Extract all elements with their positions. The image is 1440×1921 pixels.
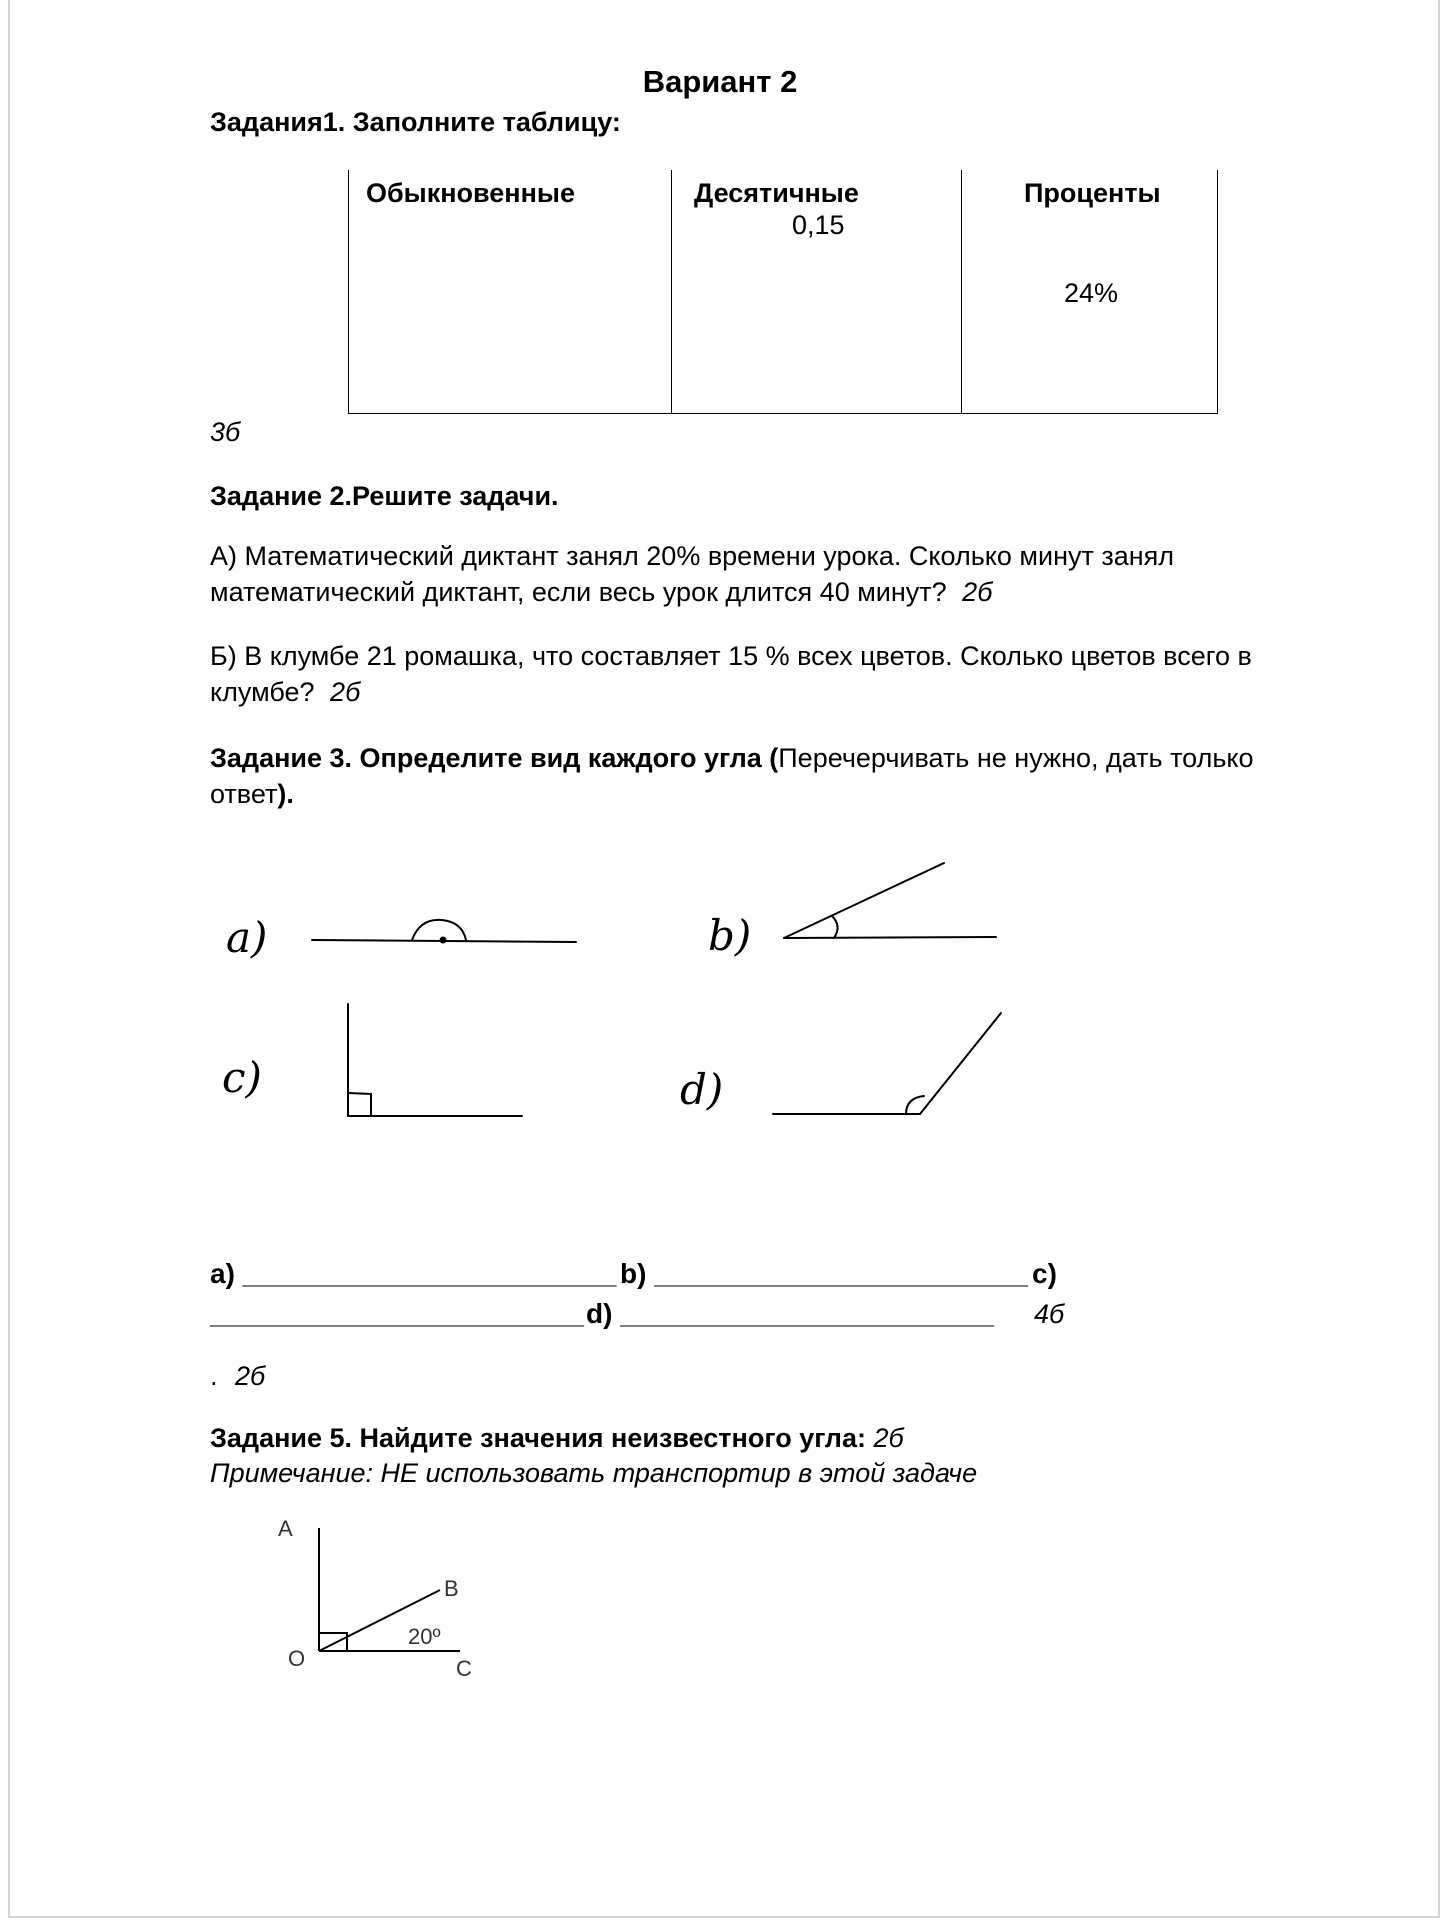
task4-points: 2б [235,1361,266,1391]
table-cell-percent-value: 24% [1064,278,1119,308]
point-label-B: B [444,1576,459,1601]
angle-label-a: a) [226,913,268,962]
angle-problem-figure [260,1508,520,1688]
table-border-left [348,170,349,414]
answer-field-c[interactable]: ________________________ [210,1298,584,1329]
angle-label-c: c) [222,1053,262,1102]
angle-c-right [348,1004,522,1116]
table-header-percent: Проценты [1024,178,1161,208]
task5-heading [210,1420,904,1456]
table-col-divider-2 [961,170,962,414]
task5-note: Примечание: НЕ использовать транспортир в этой задаче [210,1458,978,1488]
page-title: Вариант 2 [642,64,798,99]
answer-field-b[interactable]: b) ________________________ [620,1258,1028,1289]
task2-problem-a-points: 2б [962,577,993,607]
task5-points: 2б [873,1423,904,1453]
angle-value-label: 20º [408,1624,441,1649]
answer-field-d[interactable]: d) ________________________ [586,1298,994,1329]
task2-problem-a-text: А) Математический диктант занял 20% времени урока. Сколько минут занял математический диктант, если весь урок длится 40 минут? [210,541,1175,607]
task3-heading-bold: Задание 3. Определите вид каждого угла ( [210,743,779,773]
answer-label-c: c) [1032,1258,1057,1289]
point-label-O: O [288,1646,306,1671]
task1-points: 3б [210,417,241,447]
angle-label-b: b) [708,911,752,960]
task2-problem-b [210,638,1340,710]
table-border-bottom [348,413,1218,414]
answer-field-a[interactable]: a) ________________________ [210,1258,617,1289]
task3-points: 4б [1034,1299,1065,1329]
task3-heading [210,740,1340,812]
task4-marker [210,1358,265,1394]
point-label-A: A [278,1516,293,1541]
angle-b-acute [784,863,996,938]
angles-figure [0,840,1440,1140]
table-header-decimal: Десятичные [694,178,859,208]
point-label-C: C [456,1656,472,1681]
fill-table [348,170,1218,414]
task2-problem-b-text: Б) В клумбе 21 ромашка, что составляет 15 % всех цветов. Сколько цветов всего в клумбе? [210,641,1252,707]
task1-heading: Задания1. Заполните таблицу: [210,107,621,137]
angle-label-d: d) [680,1065,724,1114]
table-header-ordinary: Обыкновенные [366,178,575,208]
task3-heading-end: ). [277,779,294,809]
table-border-right [1217,170,1218,414]
angle-a-straight [312,920,576,943]
task2-problem-b-points: 2б [330,677,361,707]
task3-heading-note: Перечерчивать не нужно, дать только ответ [210,743,1254,809]
task5-heading-text: Задание 5. Найдите значения неизвестного угла: [210,1423,866,1453]
task4-dot: . [210,1361,218,1391]
task2-problem-a [210,538,1340,610]
task2-heading: Задание 2.Решите задачи. [210,481,559,511]
table-cell-decimal-value: 0,15 [792,210,845,240]
table-col-divider-1 [671,170,672,414]
angle-d-obtuse [773,1013,1001,1114]
